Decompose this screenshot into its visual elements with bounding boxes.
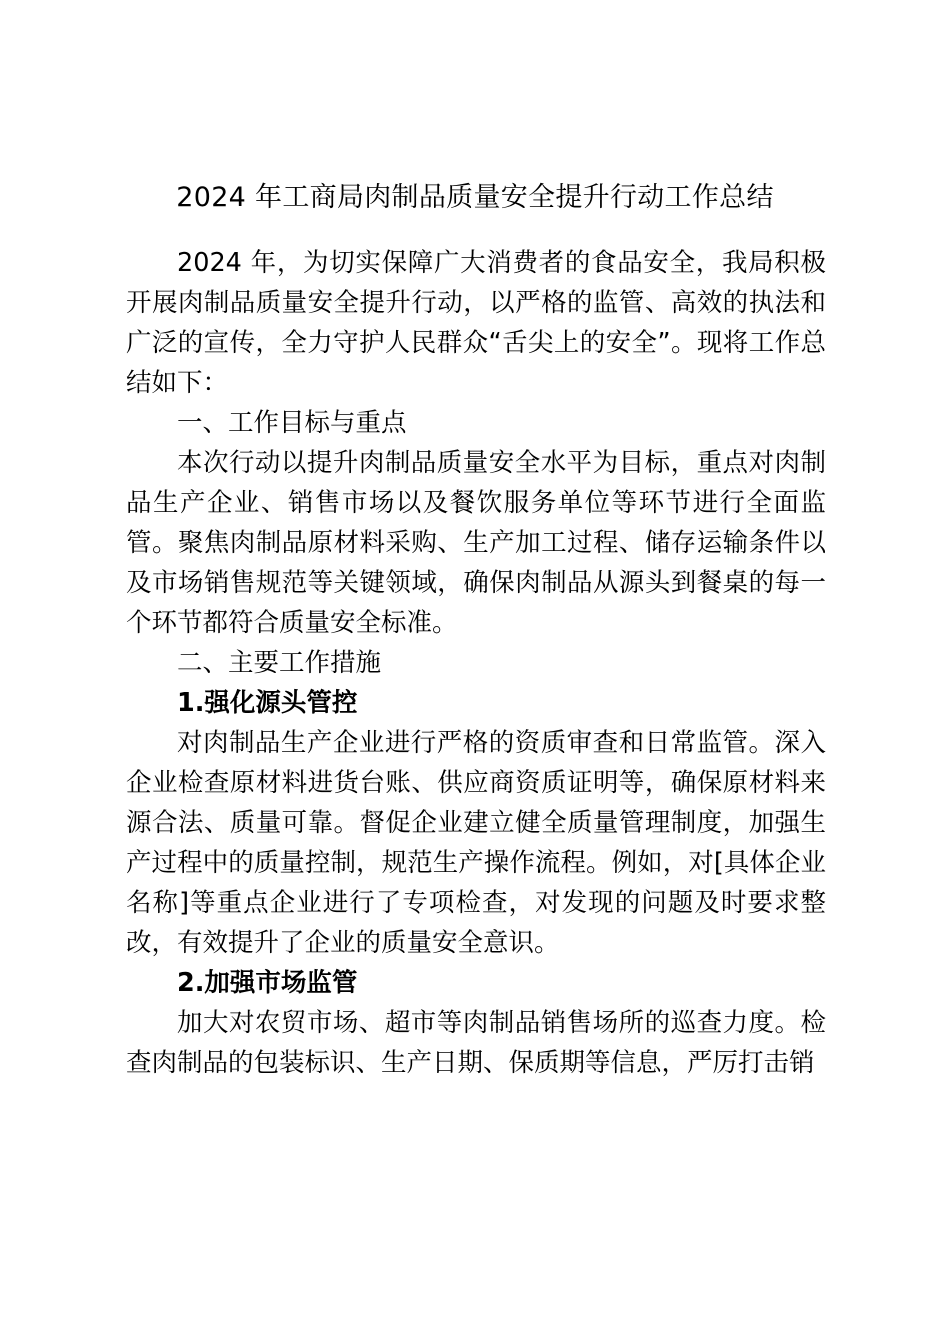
document-body (126, 243, 826, 1083)
section-heading-measures: 二、主要工作措施 (177, 648, 382, 678)
document-title: 2024 年工商局肉制品质量安全提升行动工作总结 (176, 182, 774, 213)
section-heading-goals: 一、工作目标与重点 (177, 408, 407, 438)
intro-paragraph: 2024 年，为切实保障广大消费者的食品安全，我局积极开展肉制品质量安全提升行动，以严格的监管、高效的执法和广泛的宣传，全力守护人民群众“舌尖上的安全”。现将工作总结如下： (126, 248, 826, 398)
goals-paragraph: 本次行动以提升肉制品质量安全水平为目标，重点对肉制品生产企业、销售市场以及餐饮服务单位等环节进行全面监管。聚焦肉制品原材料采购、生产加工过程、储存运输条件以及市场销售规范等关键领域，确保肉制品从源头到餐桌的每一个环节都符合质量安全标准。 (126, 448, 826, 638)
subheading-source-control: 1.强化源头管控 (177, 688, 358, 718)
source-control-paragraph: 对肉制品生产企业进行严格的资质审查和日常监管。深入企业检查原材料进货台账、供应商资质证明等，确保原材料来源合法、质量可靠。督促企业建立健全质量管理制度，加强生产过程中的质量控制，规范生产操作流程。例如，对[具体企业名称]等重点企业进行了专项检查，对发现的问题及时要求整改，有效提升了企业的质量安全意识。 (126, 728, 826, 958)
subheading-market-supervision: 2.加强市场监管 (177, 968, 358, 998)
market-supervision-paragraph: 加大对农贸市场、超市等肉制品销售场所的巡查力度。检查肉制品的包装标识、生产日期、保质期等信息，严厉打击销 (126, 1008, 826, 1078)
